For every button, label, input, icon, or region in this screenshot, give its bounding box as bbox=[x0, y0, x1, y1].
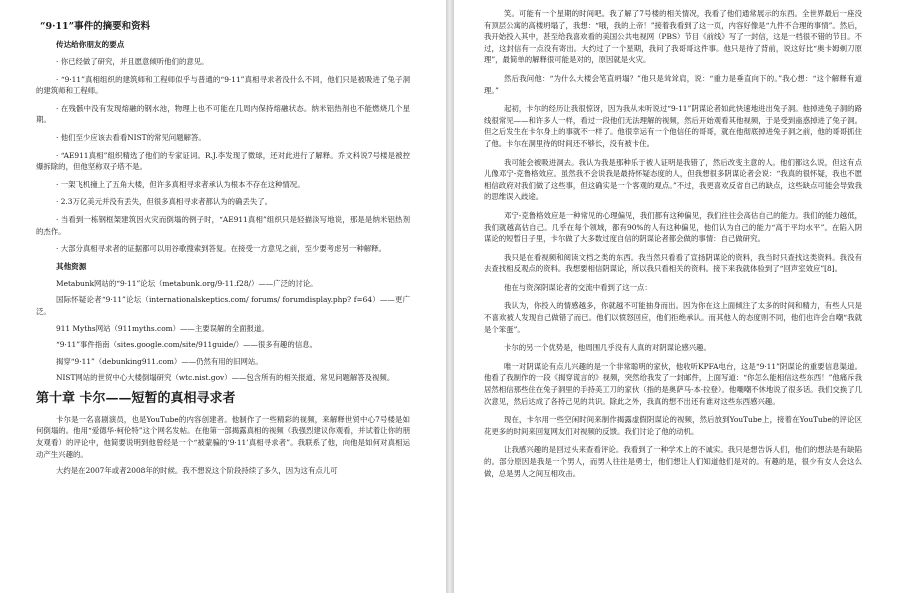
chapter-paragraph: 卡尔是一名喜剧演员，也是YouTube的内容创建者。他制作了一些精彩的视频，来解释世贸中心7号楼是如何倒塌的。他用“爱德华·柯伦特”这个网名发帖。在他第一部揭露真相的视频（我强烈建议你观看，并试着让你的朋友观看）的评论中，他简要说明到他曾经是一个“被蒙骗的‘9·11’真相寻求者”。我联系了他，向他是如何对真相运动产生兴趣的。 bbox=[36, 414, 410, 459]
right-page bbox=[454, 0, 898, 593]
talking-point: · “9·11”真相组织的建筑师和工程师似乎与普通的“9·11”真相寻求者没什么不同，他们只是被吸进了兔子洞的建筑师和工程师。 bbox=[36, 74, 410, 96]
talking-point: · 你已经做了研究，并且愿意倾听他们的意见。 bbox=[56, 57, 209, 66]
resource-item: NIST网站的世贸中心大楼倒塌研究（wtc.nist.gov）——包含所有的相关报道、常见问题解答及视频。 bbox=[56, 373, 395, 383]
body-paragraph: 他在与资深阴谋论者的交流中看到了这一点： bbox=[504, 282, 652, 292]
subheading-talking-points: 传达给你朋友的要点 bbox=[56, 40, 125, 49]
resource-item: Metabunk网站的“9·11”论坛（metabunk.org/9-11.f28/）——广泛的讨论。 bbox=[56, 278, 318, 288]
body-paragraph: 我只是在看视频和阅读文档之类的东西。我当然只看看了宣扬阴谋论的资料，我当时只查找这类资料。我没有去查找相反观点的资料。我想要相信阴谋论，所以我只看相关的资料。接下来我就体验到了“回声室效应”[8]。 bbox=[484, 252, 862, 274]
chapter-paragraph: 大约是在2007年或者2008年的时候。我不想说这个阶段持续了多久，因为这有点儿可 bbox=[56, 466, 338, 476]
body-paragraph: 我认为，你投入的情感越多，你就越不可能抽身而出。因为你在这上面倾注了太多的时间和精力，有些人只是不喜欢被人发现自己做错了而已。他们以愤怒回应，他们拒绝承认。而其他人的态度则不同，他们也许会自嘲“我就是个笨蛋”。 bbox=[484, 301, 862, 334]
talking-point: · 在残骸中没有发现熔融的钢水池，物理上也不可能在几周内保持熔融状态。纳米铝热剂也不能燃烧几个星期。 bbox=[36, 103, 410, 125]
talking-point: · “AE911真相”组织精选了他们的专家证词。R.J.李发现了微球，还对此进行了解释。乔文科说7号楼是被控爆拆除的，但他坚称双子塔不是。 bbox=[36, 150, 410, 172]
talking-point: · 2.3万亿美元并没有丢失，但很多真相寻求者都认为的确丢失了。 bbox=[56, 197, 273, 207]
body-paragraph: 现在，卡尔用一些空闲时间来制作揭露虚假阴谋论的视频，然后放到YouTube上，接着在YouTube的评论区花更多的时间来回复网友们对视频的反馈。我们讨论了他的动机。 bbox=[484, 415, 862, 436]
book-gutter bbox=[446, 0, 454, 593]
chapter-title: 第十章 卡尔——短暂的真相寻求者 bbox=[36, 390, 236, 406]
resource-item: 911 Myths网站（911myths.com）——主要误解的全面报道。 bbox=[56, 323, 269, 333]
talking-point: · 他们至少应该去看看NIST的常见问题解答。 bbox=[56, 132, 206, 142]
talking-point: · 一架飞机撞上了五角大楼，但许多真相寻求者承认为根本不存在这种情况。 bbox=[56, 179, 305, 189]
body-paragraph: 唯一对阴谋论有点儿兴趣的是一个非常聪明的家伙，他收听KPFA电台，这是“9·11”阴谋论的重要信息渠道。他看了我制作的一段《揭穿谎言的》视频，突然给我发了一封邮件，上面写道：“你怎么能相信这些东西！”他痛斥我居然相信那些住在兔子洞里的手持美工刀的家伙（指的是奥萨马·本·拉登）。他嘲嘲不休地说了很多话。我们交换了几次意见，然后达成了各持己见的共识。除此之外，我真的想不出还有谁对这些东西感兴趣。 bbox=[484, 361, 862, 406]
subheading-resources: 其他资源 bbox=[56, 261, 87, 271]
talking-point: · 大部分真相寻求者的证据都可以用谷歌搜索到答复。在接受一方意见之前，至少要考虑另一种解释。 bbox=[56, 244, 386, 254]
section-heading: “9·11”事件的摘要和资料 bbox=[40, 21, 151, 32]
body-paragraph: 卡尔的另一个优势是，他周围几乎没有人真的对阴谋论感兴趣。 bbox=[504, 343, 711, 353]
left-page bbox=[0, 0, 446, 593]
body-paragraph: 我可能会被吸进洞去。我认为我是那种乐于被人证明是我错了，然后改变主意的人。他们都这么说，但这有点儿像邓宁-克鲁格效应。虽然我不会说我是最持怀疑态度的人，但我想很多阴谋论者会说：“我真的很怀疑，我也不愿相信政府对我们做了这些事，但这确实是一个客观的观点。”不过，我更喜欢反省自己的缺点，这些缺点可能会导致我的思维误入歧途。 bbox=[484, 157, 862, 202]
resource-item: 国际怀疑论者“9·11”论坛（internationalskeptics.com/ forums/ forumdisplay.php? f=64）——更广泛。 bbox=[36, 295, 410, 316]
body-paragraph: 笑。可能有一个星期的时间吧。我了解了7号楼的相关情况，我看了他们通常展示的东西。全世界最后一座没有顶层公寓的高楼坍塌了，我想：“哦，我的上帝！”接着我看到了这一页，内容好像是“九件不合理的事情”。然后，我开始投入其中，甚至给我喜欢看的美国公共电视网（PBS）节目《前线》写了一封信，这是一档很不错的节目。不过，这封信有一点没有寄出。大约过了一个星期，我问了我哥哥这件事。他只是待了背前，说这好比“奥卡姆剃刀原理”，最简单的解释很可能是对的，原因就是火灾。 bbox=[484, 9, 862, 65]
body-paragraph: 然后我问他：“为什么大楼会笔直坍塌？”他只是耸耸肩，说：“重力是垂直向下的。”我心想：“这个解释有道理。” bbox=[484, 73, 862, 95]
body-paragraph: 让我感兴趣的是回过头来查看评论。我看到了一种学术上的不诚实。我只是想告诉人们，他们的想法是有缺陷的。部分原因是我是一个男人，而男人往往是勇士，他们想让人们知道他们是对的。有趣的是，很少有女人会这么做，总是男人之间互相攻击。 bbox=[484, 445, 862, 478]
body-paragraph: 起初，卡尔的经历让我很惊讶，因为我从未听说过“9·11”阴谋论者如此快速地进出兔子洞。他掉进兔子洞的路线很常见——和许多人一样，看过一段他们无法理解的视频，然后开始观看其他视频，于是受到蛊惑掉进了兔子洞。但之后发生在卡尔身上的事就不一样了。他很幸运有一个他信任的哥哥，就在他彻底掉进兔子洞之前，他的哥哥抓住了他。卡尔在洞里待的时间还不够长，没有被卡住。 bbox=[484, 104, 862, 148]
resource-item: “9·11”事件指南（sites.google.com/site/911guide/）——很多有趣的信息。 bbox=[56, 340, 317, 350]
body-paragraph: 邓宁-克鲁格效应是一种常见的心理偏见，我们都有这种偏见，我们往往会高估自己的能力。我们的能力越低，我们就越高估自己。几乎在每个领域，都有90%的人有这种偏见，他们认为自己的能力“高于平均水平”。在陷入阴谋论的短暂日子里，卡尔做了大多数过度自信的阴谋论者都会做的事情：自己做研究。 bbox=[484, 210, 862, 244]
talking-point: · 当看到一栋钢框架建筑因火灾而倒塌的例子时，“AE911真相”组织只是轻描淡写地说，那是是纳米铝热剂的杰作。 bbox=[36, 214, 410, 236]
resource-item: 揭穿“9·11”（debunking911.com）——仍然有用的旧网站。 bbox=[56, 356, 263, 366]
